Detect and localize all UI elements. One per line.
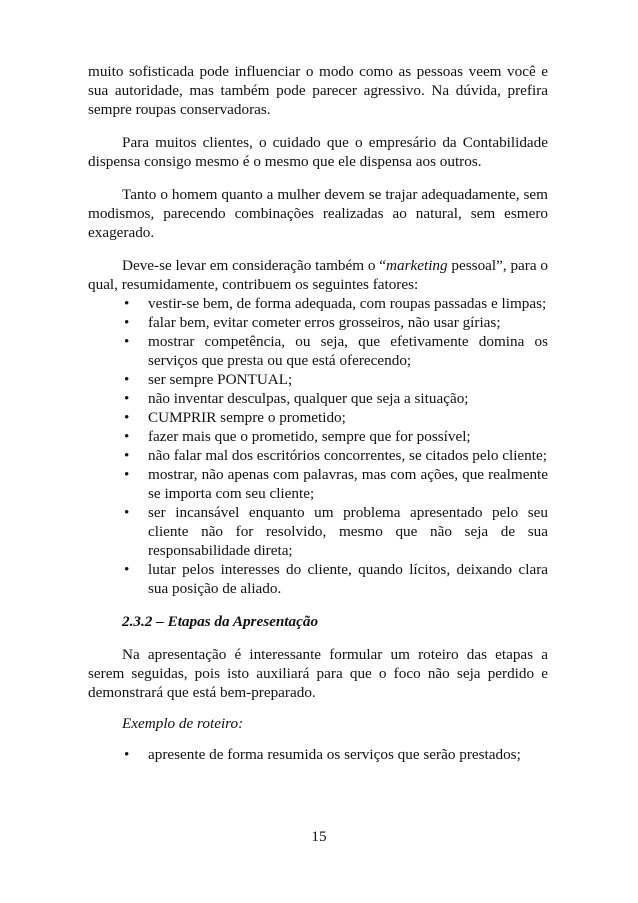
marketing-text-before: Deve-se levar em consideração também o “ [122,257,387,274]
bullet-icon: • [124,409,130,426]
section-heading: 2.3.2 – Etapas da Apresentação [122,613,319,630]
list-item [124,408,548,427]
bullet-icon: • [124,428,130,445]
bullet-icon: • [124,390,130,407]
marketing-term: marketing [386,257,448,274]
list-item [124,294,548,313]
list-item-text: apresente de forma resumida os serviços que serão prestados; [148,746,521,763]
bullet-icon: • [124,504,130,521]
list-item-text: vestir-se bem, de forma adequada, com roupas passadas e limpas; [148,295,547,312]
bullet-icon: • [124,371,130,388]
list-item [124,560,548,598]
paragraph-dress: Tanto o homem quanto a mulher devem se trajar adequadamente, sem modismos, parecendo combinações realizadas ao natural, sem esmero exagerado. [88,186,548,241]
paragraph-personal-marketing [88,256,548,294]
document-page [88,62,548,764]
paragraph-presentation: Na apresentação é interessante formular um roteiro das etapas a serem seguidas, pois isto auxiliará para que o foco não seja perdido e demonstrará que está bem-preparado. [88,646,548,701]
bullet-icon: • [124,466,130,483]
list-item-text: não inventar desculpas, qualquer que seja a situação; [148,390,469,407]
paragraph-continuation: muito sofisticada pode influenciar o modo como as pessoas veem você e sua autoridade, mas também pode parecer agressivo. Na dúvida, prefira sempre roupas conservadoras. [88,63,548,118]
list-item-text: CUMPRIR sempre o prometido; [148,409,346,426]
paragraph-client-care: Para muitos clientes, o cuidado que o empresário da Contabilidade dispensa consigo mesmo é o mesmo que ele dispensa aos outros. [88,134,548,170]
list-item-text: mostrar competência, ou seja, que efetivamente domina os serviços que presta ou que está oferecendo; [148,333,548,369]
list-item-text: fazer mais que o prometido, sempre que for possível; [148,428,471,445]
list-item [124,446,548,465]
list-item [124,370,548,389]
list-item-text: ser incansável enquanto um problema apresentado pelo seu cliente não for resolvido, mesmo que não seja de sua responsabilidade direta; [148,504,548,559]
bullet-icon: • [124,314,130,331]
list-item [124,313,548,332]
list-item-text: falar bem, evitar cometer erros grosseiros, não usar gírias; [148,314,501,331]
list-item [124,389,548,408]
page-number: 15 [311,828,327,845]
list-item-text: ser sempre PONTUAL; [148,371,293,388]
factors-list [88,294,548,598]
list-item [124,332,548,370]
list-item [124,427,548,446]
bullet-icon: • [124,746,130,763]
list-item-text: mostrar, não apenas com palavras, mas com ações, que realmente se importa com seu cliente; [148,466,548,502]
example-label: Exemplo de roteiro: [122,715,244,732]
marketing-text-after: pessoal”, para o qual, resumidamente, contribuem os seguintes fatores: [88,257,548,293]
bullet-icon: • [124,333,130,350]
list-item-text: não falar mal dos escritórios concorrentes, se citados pelo cliente; [148,447,547,464]
bullet-icon: • [124,447,130,464]
list-item [124,745,548,764]
bullet-icon: • [124,295,130,312]
list-item-text: lutar pelos interesses do cliente, quando lícitos, deixando clara sua posição de aliado. [148,561,548,597]
list-item [124,503,548,560]
example-list [88,745,548,764]
list-item [124,465,548,503]
bullet-icon: • [124,561,130,578]
